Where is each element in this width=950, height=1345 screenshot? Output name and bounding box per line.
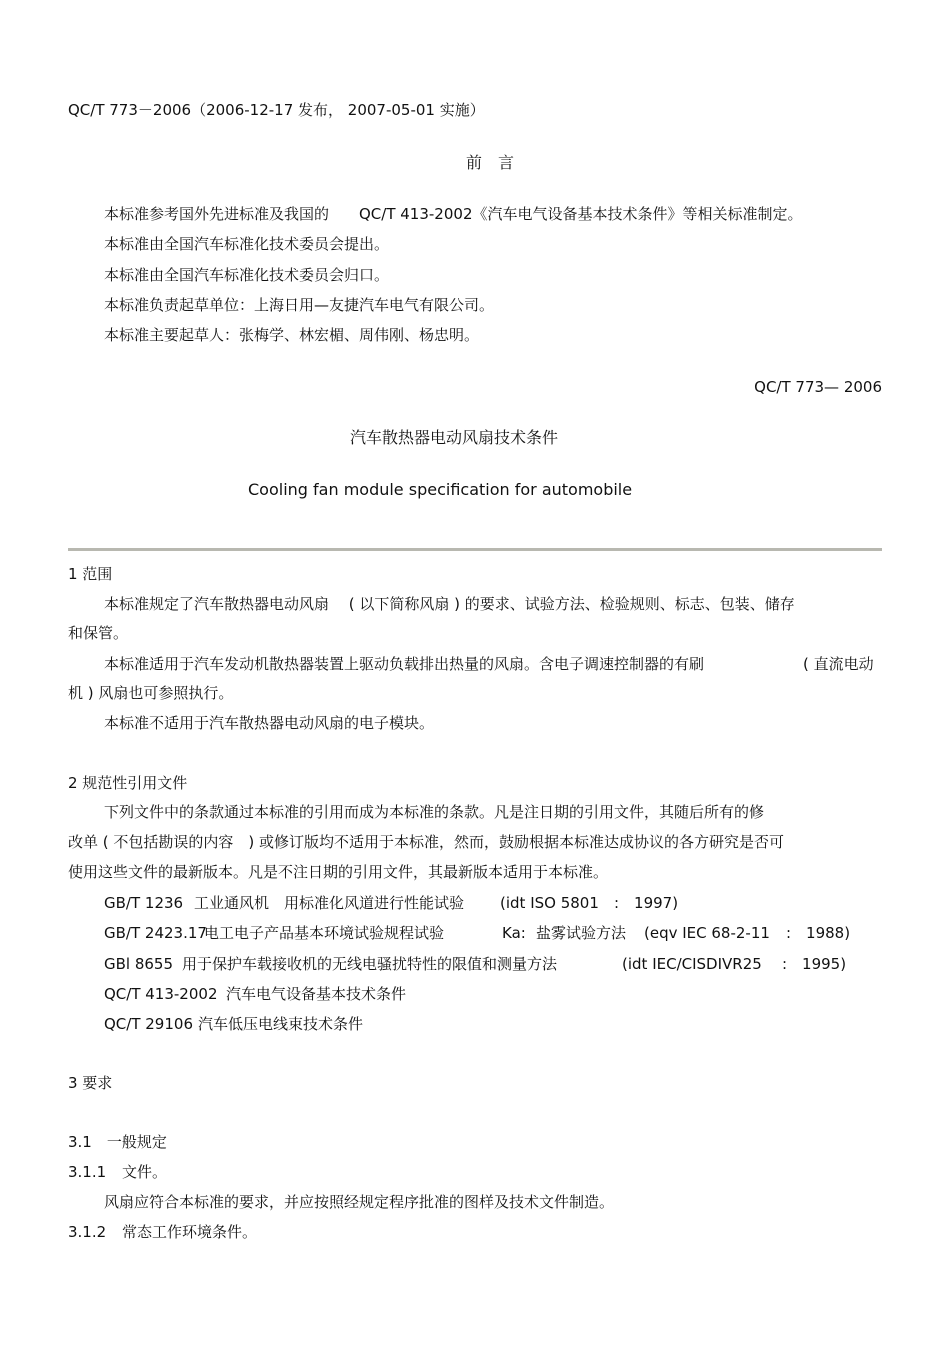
section-3-1-heading: 3.1 一般规定 <box>68 1133 167 1151</box>
foreword-paragraph: 本标准由全国汽车标准化技术委员会提出。 <box>104 235 390 253</box>
section-1-heading: 1 范围 <box>68 565 113 583</box>
section-2-text: 使用这些文件的最新版本。凡是不注日期的引用文件，其最新版本适用于本标准。 <box>68 863 609 881</box>
reference-item <box>104 954 846 974</box>
section-3-heading: 3 要求 <box>68 1074 113 1092</box>
section-1-text: 机 ) 风扇也可参照执行。 <box>68 684 234 702</box>
standard-code: QC/T 773— 2006 <box>754 378 882 396</box>
reference-code: GB/T 1236 <box>104 894 184 912</box>
document-title-en: Cooling fan module specification for automobile <box>248 480 633 499</box>
section-3-1-1-text: 风扇应符合本标准的要求，并应按照经规定程序批准的图样及技术文件制造。 <box>104 1193 615 1211</box>
clause-title: 文件。 <box>122 1163 168 1181</box>
title-divider <box>68 548 882 551</box>
clause-number: 3.1.1 <box>68 1163 107 1181</box>
reference-source: (idt IEC/CISDIVR25 <box>622 955 762 973</box>
section-3-1-2-heading <box>68 1222 257 1242</box>
reference-source: (idt ISO 5801 <box>500 894 599 912</box>
reference-ka: Ka: <box>502 924 526 942</box>
section-1-text: 本标准不适用于汽车散热器电动风扇的电子模块。 <box>104 714 435 732</box>
reference-code: GB/T 2423.17 <box>104 924 207 942</box>
reference-code: QC/T 413-2002 <box>104 985 218 1003</box>
reference-title: 电工电子产品基本环境试验规程试验 <box>204 924 445 942</box>
reference-code: QC/T 29106 <box>104 1015 193 1033</box>
document-title-cn: 汽车散热器电动风扇技术条件 <box>350 428 559 447</box>
reference-source: (eqv IEC 68-2-11 <box>644 924 770 942</box>
reference-item <box>104 984 406 1004</box>
section-2-text: 下列文件中的条款通过本标准的引用而成为本标准的条款。凡是注日期的引用文件，其随后所有的修 <box>104 803 765 821</box>
reference-year: : 1995) <box>782 955 847 973</box>
reference-year: : 1988) <box>786 924 851 942</box>
clause-title: 常态工作环境条件。 <box>122 1223 258 1241</box>
reference-title: 用于保护车载接收机的无线电骚扰特性的限值和测量方法 <box>182 955 558 973</box>
reference-code: GBl 8655 <box>104 955 174 973</box>
reference-title: 工业通风机 用标准化风道进行性能试验 <box>194 894 465 912</box>
section-1-text: 本标准适用于汽车发动机散热器装置上驱动负载排出热量的风扇。含电子调速控制器的有刷 <box>104 655 705 673</box>
clause-number: 3.1.2 <box>68 1223 107 1241</box>
foreword-paragraph: 本标准负责起草单位：上海日用—友捷汽车电气有限公司。 <box>104 296 495 314</box>
foreword-paragraph: 本标准主要起草人：张梅学、林宏楣、周伟刚、杨忠明。 <box>104 326 480 344</box>
section-1-text: 本标准规定了汽车散热器电动风扇 ( 以下简称风扇 ) 的要求、试验方法、检验规则、标志、包装、储存 <box>104 595 795 613</box>
foreword-paragraph: 本标准参考国外先进标准及我国的 QC/T 413-2002《汽车电气设备基本技术条件》等相关标准制定。 <box>104 205 803 223</box>
section-2-text: 改单 ( 不包括勘误的内容 ) 或修订版均不适用于本标准，然而，鼓励根据本标准达成协议的各方研究是否可 <box>68 833 785 851</box>
foreword-title: 前 言 <box>466 153 515 172</box>
section-1-text: 和保管。 <box>68 624 129 642</box>
reference-item <box>104 1014 363 1034</box>
reference-item <box>104 923 850 943</box>
reference-year: : 1997) <box>614 894 679 912</box>
document-header-line: QC/T 773－2006（2006-12-17 发布， 2007-05-01 实施） <box>68 101 485 119</box>
reference-title: 汽车电气设备基本技术条件 <box>226 985 407 1003</box>
reference-ka-title: 盐雾试验方法 <box>536 924 627 942</box>
reference-title: 汽车低压电线束技术条件 <box>198 1015 364 1033</box>
foreword-paragraph: 本标准由全国汽车标准化技术委员会归口。 <box>104 266 390 284</box>
section-2-heading: 2 规范性引用文件 <box>68 774 188 792</box>
section-1-text: ( 直流电动 <box>803 655 874 673</box>
reference-item <box>104 893 678 913</box>
section-3-1-1-heading <box>68 1162 167 1182</box>
